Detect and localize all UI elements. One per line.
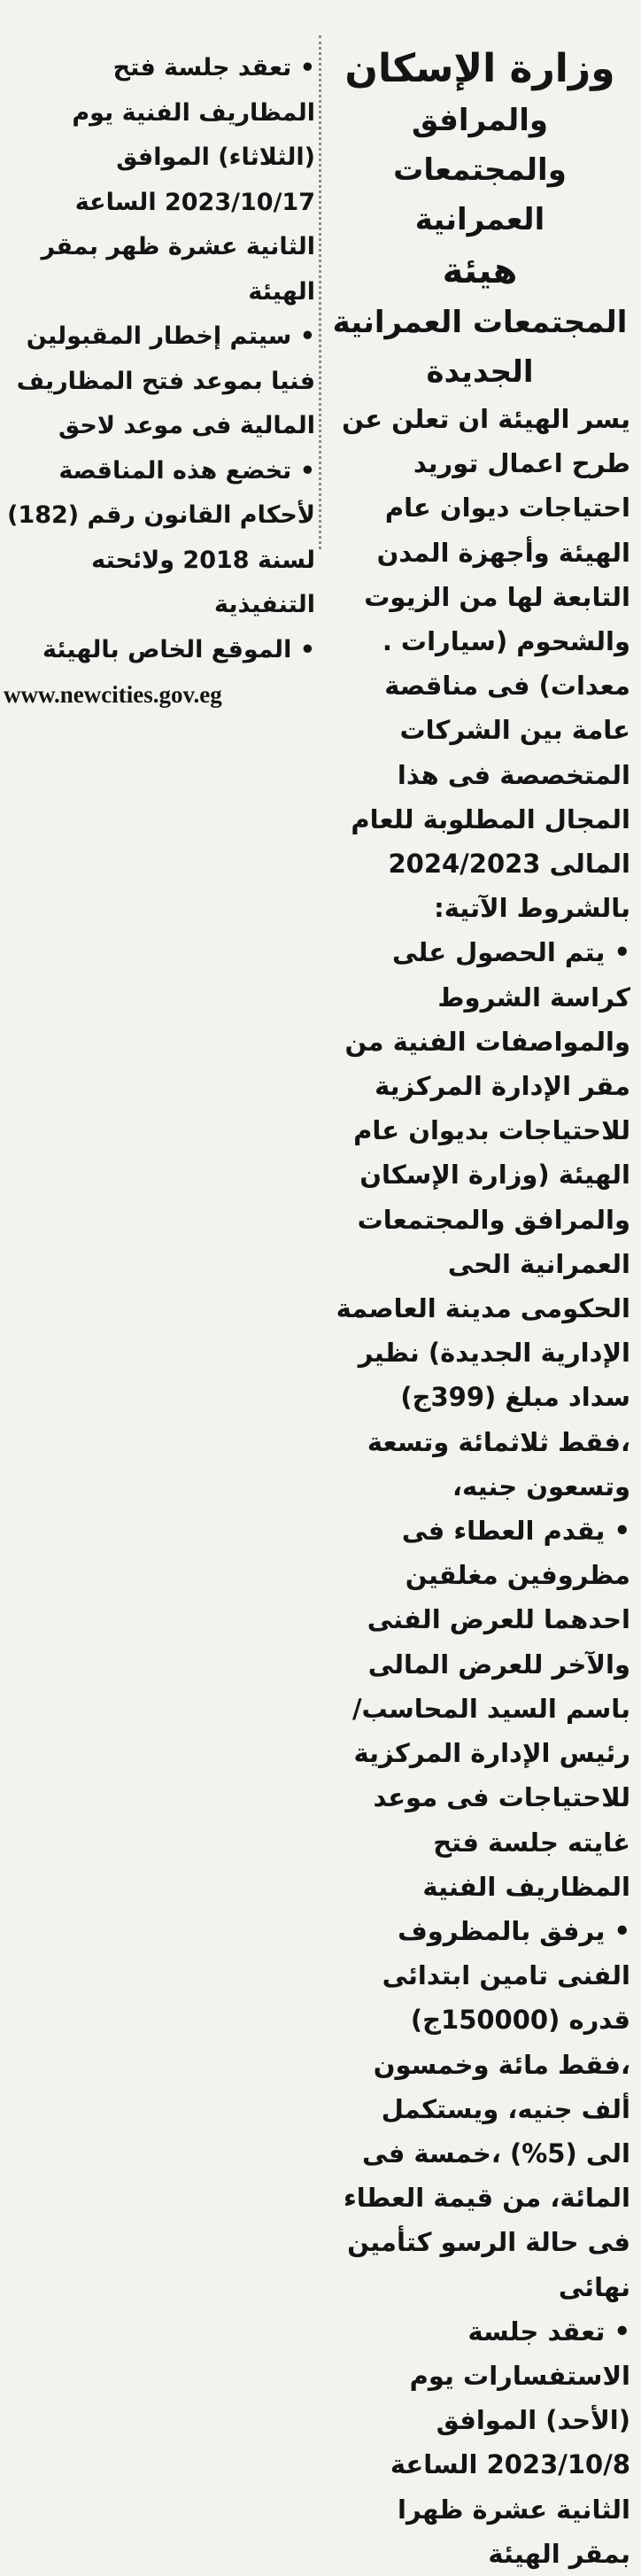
column-divider — [319, 35, 321, 549]
ministry-title: وزارة الإسكان — [344, 46, 615, 91]
ministry-subtitle: والمرافق والمجتمعات العمرانية — [393, 103, 567, 237]
right-column — [329, 43, 630, 2576]
condition-notification: • سيتم إخطار المقبولين فنيا بموعد فتح المظاريف المالية فى موعد لاحق — [4, 314, 315, 449]
authority-subtitle: المجتمعات العمرانية الجديدة — [332, 305, 628, 390]
intro-paragraph: يسر الهيئة ان تعلن عن طرح اعمال توريد احتياجات ديوان عام الهيئة وأجهزة المدن التابعة لها من الزيوت والشحوم (سيارات . معدات) فى مناقصة عامة بين الشركات المتخصصة فى هذا المجال المطلوبة للعام المالى 2024/2023 بالشروط الآتية: — [342, 404, 630, 924]
condition-insurance: • يرفق بالمظروف الفنى تامين ابتدائى قدره (150000ج) ،فقط مائة وخمسون ألف جنيه، ويستكمل الى (5%) ،خمسة فى المائة، من قيمة العطاء فى حالة الرسو كتأمين نهائى — [329, 1909, 630, 2309]
condition-booklet: • يتم الحصول على كراسة الشروط والمواصفات الفنية من مقر الإدارة المركزية للاحتياجات بديوان عام الهيئة (وزارة الإسكان والمرافق والمجتمعات العمرانية الحى الحكومى مدينة العاصمة الإدارية الجديدة) نظير سداد مبلغ (399ج) ،فقط ثلاثمائة وتسعة وتسعون جنيه، — [329, 930, 630, 1509]
condition-law: • تخضع هذه المناقصة لأحكام القانون رقم (182) لسنة 2018 ولائحته التنفيذية — [4, 449, 315, 628]
authority-title: هيئة — [442, 251, 518, 291]
left-column — [4, 46, 315, 718]
condition-envelopes: • يقدم العطاء فى مظروفين مغلقين احدهما للعرض الفنى والآخر للعرض المالى باسم السيد المحاسب/ رئيس الإدارة المركزية للاحتياجات فى موعد غايته جلسة فتح المظاريف الفنية — [329, 1509, 630, 1909]
condition-inquiries: • تعقد جلسة الاستفسارات يوم (الأحد) الموافق 2023/10/8 الساعة الثانية عشرة ظهرا بمقر الهيئة — [329, 2309, 630, 2576]
condition-opening-session: • تعقد جلسة فتح المظاريف الفنية يوم (الثلاثاء) الموافق 2023/10/17 الساعة الثانية عشرة ظهر بمقر الهيئة — [4, 46, 315, 314]
website-label: • الموقع الخاص بالهيئة — [4, 628, 315, 673]
website-link[interactable]: www.newcities.gov.eg — [4, 681, 222, 708]
